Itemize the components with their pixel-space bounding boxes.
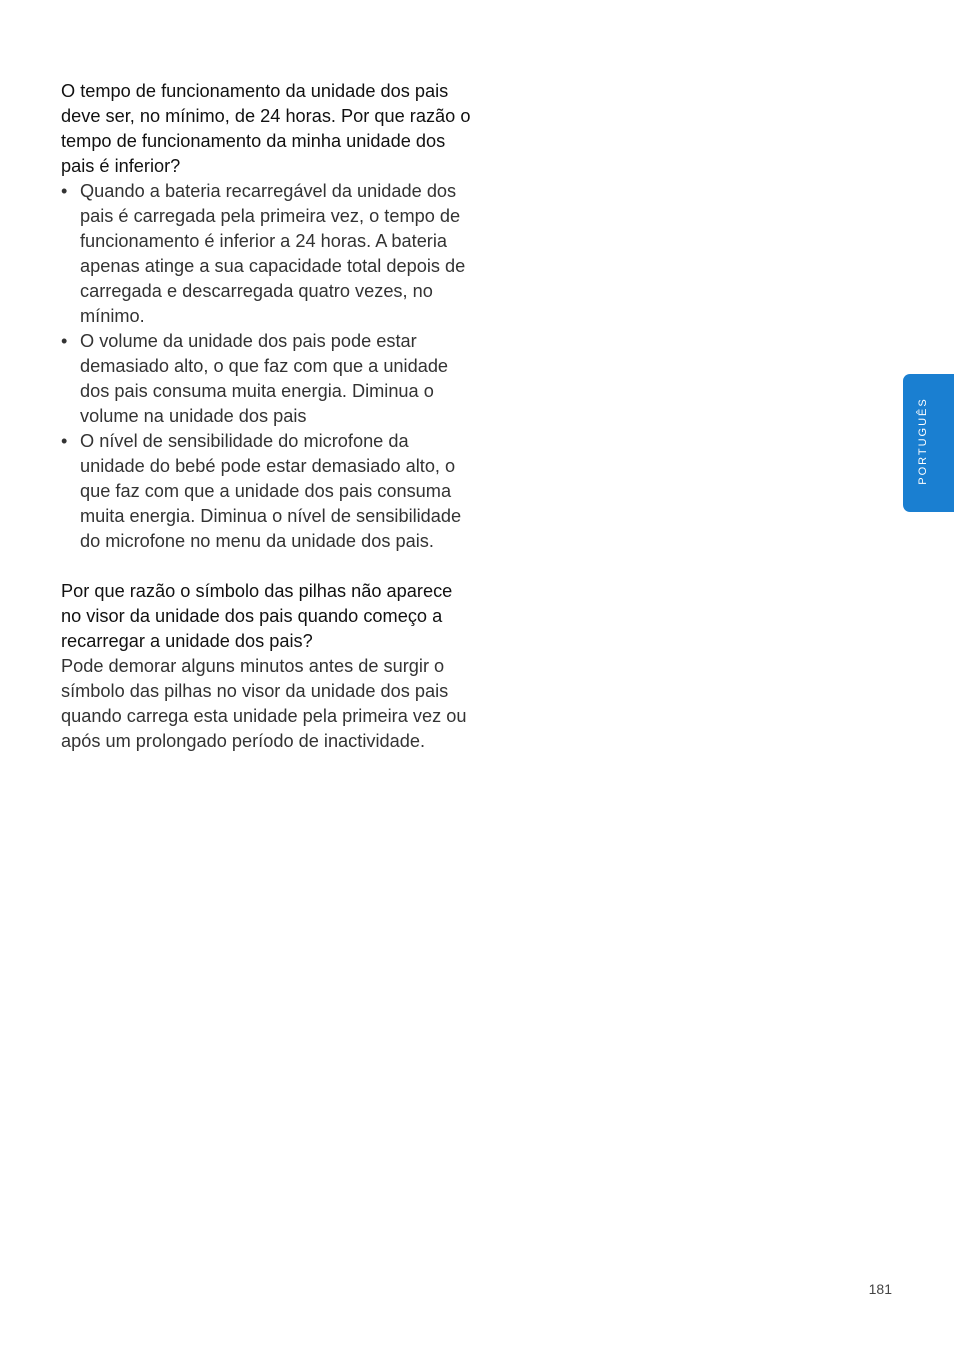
faq-question: Por que razão o símbolo das pilhas não aparece no visor da unidade dos pais quando começo a recarregar a unidade dos pais? <box>61 581 453 651</box>
bullet-icon: • <box>61 431 68 451</box>
list-item-text: O nível de sensibilidade do microfone da unidade do bebé pode estar demasiado alto, o que faz com que a unidade dos pais consuma muita energia. Diminua o nível de sensibilidade do microfone no menu da unidade dos pais. <box>80 431 462 551</box>
faq-answer-list <box>61 179 471 554</box>
page-number: 181 <box>868 1281 892 1297</box>
list-item-text: Quando a bateria recarregável da unidade dos pais é carregada pela primeira vez, o tempo de funcionamento é inferior a 24 horas. A bateria apenas atinge a sua capacidade total depois de carregada e descarregada quatro vezes, no mínimo. <box>80 181 466 326</box>
list-item <box>61 429 471 554</box>
bullet-icon: • <box>61 181 68 201</box>
list-item <box>61 179 471 329</box>
list-item-text: O volume da unidade dos pais pode estar demasiado alto, o que faz com que a unidade dos pais consuma muita energia. Diminua o volume na unidade dos pais <box>80 331 449 426</box>
language-tab-label: PORTUGUÊS <box>917 397 929 485</box>
page-content <box>61 79 471 754</box>
faq-section-battery-symbol <box>61 579 471 754</box>
faq-question: O tempo de funcionamento da unidade dos pais deve ser, no mínimo, de 24 horas. Por que razão o tempo de funcionamento da minha unidade dos pais é inferior? <box>61 81 471 176</box>
bullet-icon: • <box>61 331 68 351</box>
faq-section-runtime <box>61 79 471 554</box>
faq-answer: Pode demorar alguns minutos antes de surgir o símbolo das pilhas no visor da unidade dos pais quando carrega esta unidade pela primeira vez ou após um prolongado período de inactividade. <box>61 656 467 751</box>
list-item <box>61 329 471 429</box>
